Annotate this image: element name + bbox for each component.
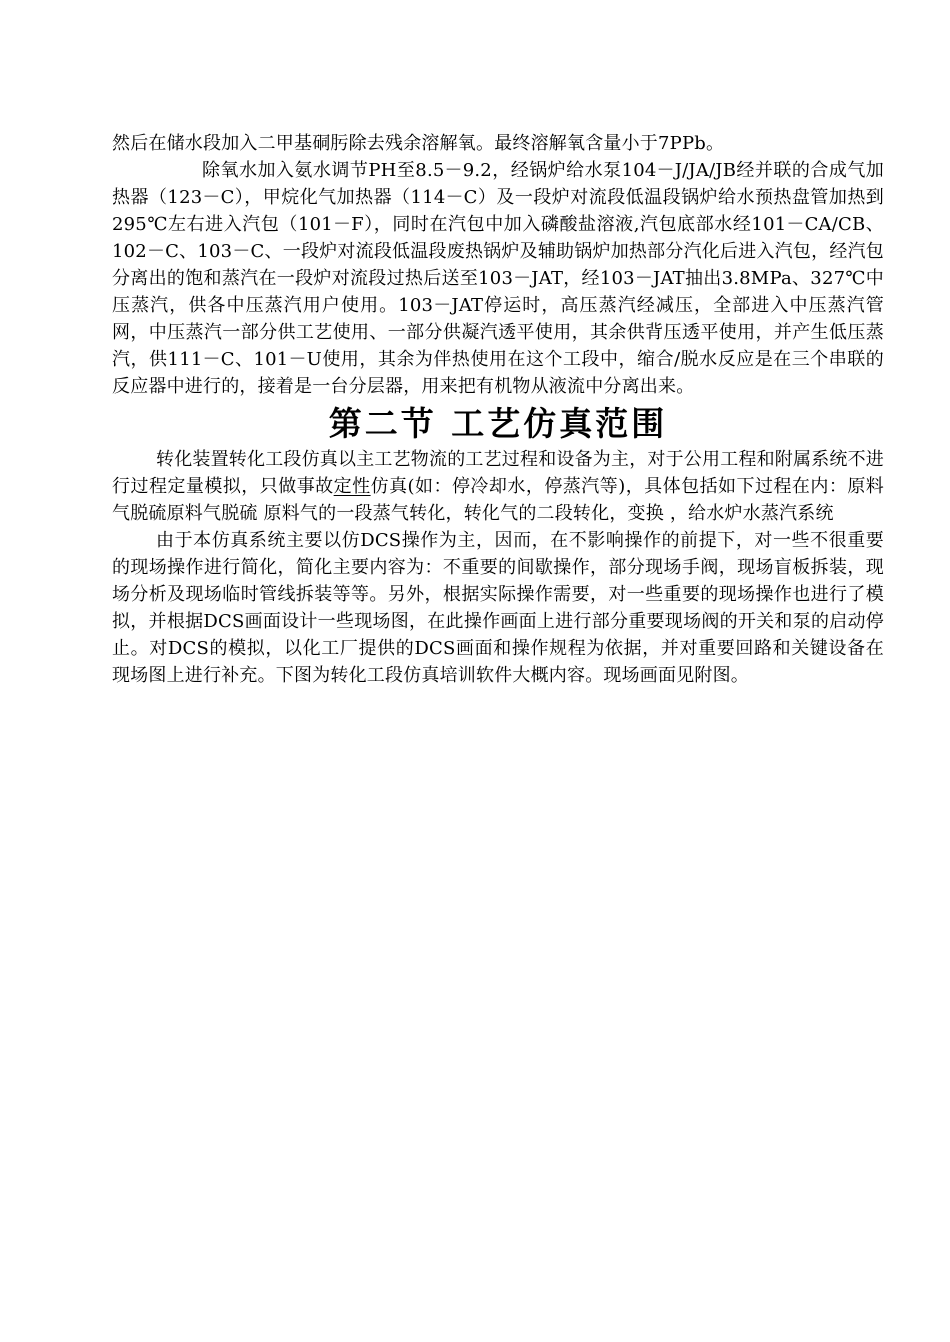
paragraph-dcs-simplification: 由于本仿真系统主要以仿DCS操作为主，因而，在不影响操作的前提下，对一些不很重要的现场操作进行简化，简化主要内容为：不重要的间歇操作，部分现场手阀，现场盲板拆装，现场分析及现场临时管线拆装等等。另外，根据实际操作需要，对一些重要的现场操作也进行了模拟，并根据DCS画面设计一些现场图，在此操作画面上进行部分重要现场阀的开关和泵的启动停止。对DCS的模拟，以化工厂提供的DCS画面和操作规程为依据，并对重要回路和关键设备在现场图上进行补充。下图为转化工段仿真培训软件大概内容。现场画面见附图。 (112, 530, 884, 686)
document-page (112, 130, 884, 689)
section-heading: 第二节 工艺仿真范围 (328, 404, 668, 443)
paragraph-simulation-scope (112, 446, 884, 527)
scope-text-part1: 转化装置转化工段仿真以主工艺物流的工艺过程和设备为主，对于公用工程和附属系统不进行过程定量模拟，只做事故 (112, 449, 884, 497)
scope-text-part2: 仿真(如：停冷却水，停蒸汽等)，具体包括如下过程在内：原料气脱硫原料气脱硫 原料气的一段蒸气转化，转化气的二段转化，变换 ，给水炉水蒸汽系统 (112, 476, 884, 524)
paragraph-deaeration-end: 然后在储水段加入二甲基硐肟除去残余溶解氧。最终溶解氧含量小于7PPb。 (112, 133, 725, 154)
scope-text-underlined: 定性 (333, 476, 371, 497)
paragraph-boiler-feedwater: 除氧水加入氨水调节PH至8.5－9.2，经锅炉给水泵104－J/JA/JB经并联的合成气加热器（123－C），甲烷化气加热器（114－C）及一段炉对流段低温段锅炉给水预热盘管加热到295℃左右进入汽包（101－F），同时在汽包中加入磷酸盐溶液,汽包底部水经101－CA/CB、102－C、103－C、一段炉对流段低温段废热锅炉及辅助锅炉加热部分汽化后进入汽包，经汽包分离出的饱和蒸汽在一段炉对流段过热后送至103－JAT，经103－JAT抽出3.8MPa、327℃中压蒸汽，供各中压蒸汽用户使用。103－JAT停运时，高压蒸汽经减压，全部进入中压蒸汽管网，中压蒸汽一部分供工艺使用、一部分供凝汽透平使用，其余供背压透平使用，并产生低压蒸汽，供111－C、101－U使用，其余为伴热使用在这个工段中，缩合/脱水反应是在三个串联的反应器中进行的，接着是一台分层器，用来把有机物从液流中分离出来。 (112, 160, 884, 397)
